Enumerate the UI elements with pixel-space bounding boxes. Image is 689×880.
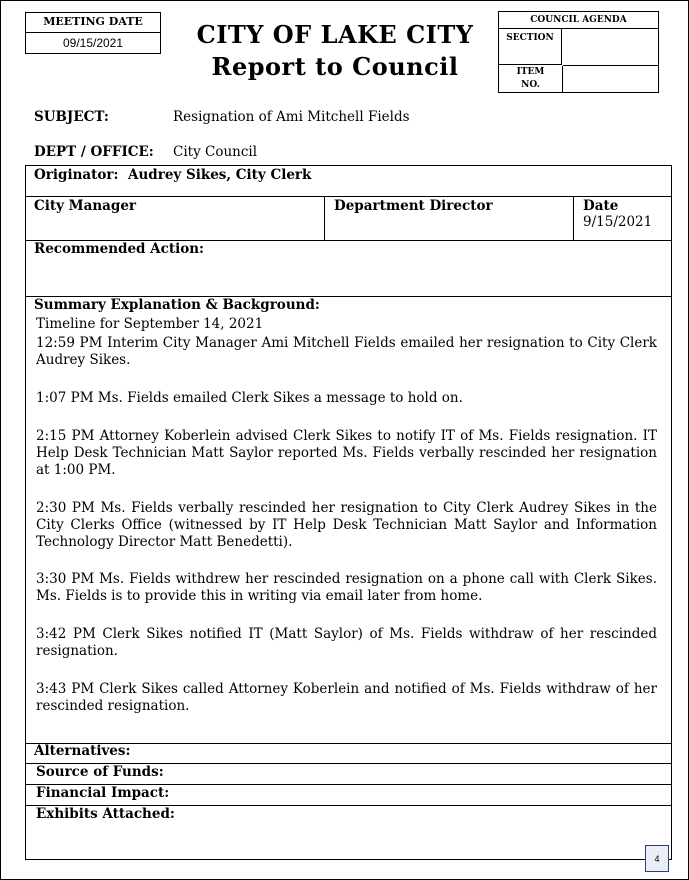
council-agenda-heading: COUNCIL AGENDA — [499, 12, 658, 29]
document-subtitle: Report to Council — [211, 52, 459, 81]
document-title: CITY OF LAKE CITY — [196, 20, 474, 49]
section-value — [563, 29, 658, 66]
date-label: Date — [583, 198, 619, 214]
alternatives-label: Alternatives: — [34, 743, 131, 759]
report-table — [25, 165, 672, 860]
timeline-entry: 3:30 PM Ms. Fields withdrew her rescinded resignation on a phone call with Clerk Sikes. Ms. Fields is to provide this in writing via email later from home. — [36, 571, 657, 604]
department-director-label: Department Director — [334, 198, 493, 214]
meeting-date-label: MEETING DATE — [26, 13, 160, 33]
timeline-entry: 1:07 PM Ms. Fields emailed Clerk Sikes a message to hold on. — [36, 390, 463, 406]
subject-value: Resignation of Ami Mitchell Fields — [173, 109, 410, 125]
dept-label: DEPT / OFFICE: — [34, 144, 154, 160]
subject-label: SUBJECT: — [34, 109, 109, 125]
section-label: SECTION — [499, 29, 562, 65]
page-number: 4 — [645, 845, 669, 872]
timeline-entry: 2:15 PM Attorney Koberlein advised Clerk Sikes to notify IT of Ms. Fields resignation. IT Help Desk Technician Matt Saylor reported Ms. Fields verbally rescinded her resignation at 1:00 PM. — [36, 428, 657, 478]
column-divider — [573, 196, 574, 240]
timeline-entry: 12:59 PM Interim City Manager Ami Mitchell Fields emailed her resignation to City Clerk Audrey Sikes. — [36, 335, 657, 368]
exhibits-attached-label: Exhibits Attached: — [36, 806, 175, 822]
dept-value: City Council — [173, 144, 258, 160]
item-label-line1: ITEM — [516, 67, 545, 77]
summary-label: Summary Explanation & Background: — [34, 297, 320, 313]
date-value: 9/15/2021 — [583, 214, 653, 230]
source-of-funds-label: Source of Funds: — [36, 764, 164, 780]
meeting-date-box — [25, 12, 161, 54]
item-number-label — [499, 66, 563, 92]
column-divider — [324, 196, 325, 240]
recommended-action-label: Recommended Action: — [34, 241, 205, 257]
row-divider — [26, 196, 671, 197]
financial-impact-label: Financial Impact: — [36, 785, 170, 801]
originator-label: Originator: — [34, 167, 119, 183]
timeline-entry: 3:43 PM Clerk Sikes called Attorney Koberlein and notified of Ms. Fields withdraw of her rescinded resignation. — [36, 681, 657, 714]
timeline-entry: 3:42 PM Clerk Sikes notified IT (Matt Saylor) of Ms. Fields withdraw of her rescinded resignation. — [36, 626, 657, 659]
council-agenda-box — [498, 11, 659, 93]
item-label-line2: NO. — [521, 80, 540, 90]
originator-value: Audrey Sikes, City Clerk — [128, 167, 312, 183]
meeting-date-value: 09/15/2021 — [62, 36, 124, 50]
timeline-entry: 2:30 PM Ms. Fields verbally rescinded her resignation to City Clerk Audrey Sikes in the City Clerks Office (witnessed by IT Help Desk Technician Matt Saylor and Information Technology Director Matt Benedetti). — [36, 500, 657, 550]
city-manager-label: City Manager — [34, 198, 137, 214]
timeline-heading: Timeline for September 14, 2021 — [36, 316, 264, 332]
item-number-value — [563, 66, 658, 92]
